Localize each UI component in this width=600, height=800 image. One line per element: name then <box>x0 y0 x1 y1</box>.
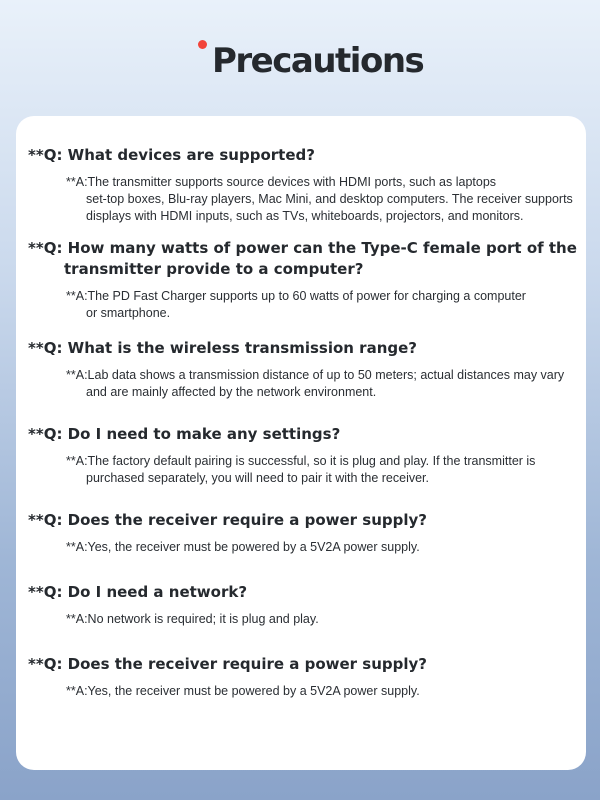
page-header <box>0 0 600 116</box>
faq-item-range <box>28 338 583 401</box>
faq-item-devices <box>28 145 583 225</box>
faq-item-power <box>28 238 583 322</box>
faq-question: **Q: What devices are supported? <box>28 146 315 164</box>
page-title: Precautions <box>212 41 424 81</box>
faq-item-settings <box>28 424 583 487</box>
faq-question: **Q: Do I need to make any settings? <box>28 425 341 443</box>
faq-question: **Q: Do I need a network? <box>28 583 248 601</box>
faq-answer: **A:The transmitter supports source devices with HDMI ports, such as laptops set-top boxes, Blu-ray players, Mac Mini, and desktop computers. The receiver supports displays with HDMI inputs, such as TVs, whiteboards, projectors, and monitors. <box>66 175 573 223</box>
faq-question: **Q: How many watts of power can the Type-C female port of the transmitter provide to a computer? <box>28 239 577 278</box>
faq-answer: **A:No network is required; it is plug and play. <box>66 612 319 626</box>
faq-question: **Q: Does the receiver require a power supply? <box>28 655 427 673</box>
faq-question: **Q: What is the wireless transmission range? <box>28 339 417 357</box>
red-dot-icon <box>198 40 207 49</box>
faq-item-receiver-power <box>28 510 583 556</box>
faq-answer: **A:Yes, the receiver must be powered by a 5V2A power supply. <box>66 540 420 554</box>
faq-answer: **A:The PD Fast Charger supports up to 60 watts of power for charging a computer or smartphone. <box>66 289 526 320</box>
faq-answer: **A:The factory default pairing is successful, so it is plug and play. If the transmitter is purchased separately, you will need to pair it with the receiver. <box>66 454 536 485</box>
faq-answer: **A:Yes, the receiver must be powered by a 5V2A power supply. <box>66 684 420 698</box>
faq-question: **Q: Does the receiver require a power supply? <box>28 511 427 529</box>
faq-answer: **A:Lab data shows a transmission distance of up to 50 meters; actual distances may vary and are mainly affected by the network environment. <box>66 368 565 399</box>
faq-item-receiver-power-2 <box>28 654 583 700</box>
faq-item-network <box>28 582 583 628</box>
